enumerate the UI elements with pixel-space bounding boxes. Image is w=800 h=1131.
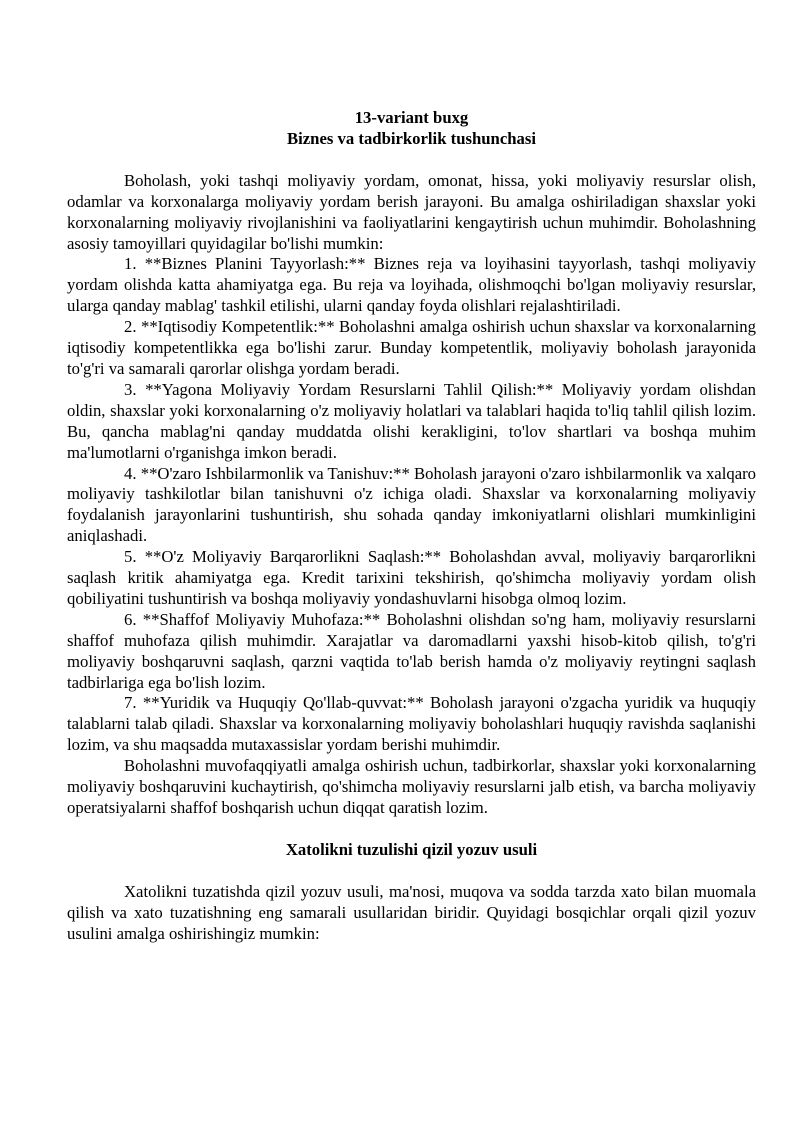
- document-title-line1: 13-variant buxg: [354, 108, 469, 127]
- list-item-5: 5. **O'z Moliyaviy Barqarorlikni Saqlash:** Boholashdan avval, moliyaviy barqarorlikni saqlash kritik ahamiyatga ega. Kredit tarixini tekshirish, qo'shimcha moliyaviy yordam olish qobiliyatini tushuntirish va boshqa moliyaviy yondashuvlarni hisobga olmoq lozim.: [67, 547, 756, 608]
- section-heading: Xatolikni tuzulishi qizil yozuv usuli: [285, 839, 538, 859]
- list-item-6: 6. **Shaffof Moliyaviy Muhofaza:** Boholashni olishdan so'ng ham, moliyaviy resurslarni shaffof muhofaza qilish muhimdir. Xarajatlar va daromadlarni yaxshi hisob-kitob qilish, to'g'ri moliyaviy boshqaruvni saqlash, qarzni vaqtida to'lab berish hamda o'z moliyaviy reytingni saqlash tadbirlariga ega bo'lish lozim.: [67, 609, 756, 692]
- spacer: [67, 150, 756, 171]
- intro-paragraph: Boholash, yoki tashqi moliyaviy yordam, omonat, hissa, yoki moliyaviy resurslar olish, odamlar va korxonalarga moliyaviy yordam berish jarayoni. Bu amalga oshiriladigan shaxslar yoki korxonalarning moliyaviy rivojlanishini va faoliyatlarini kengaytirish uchun muhimdir. Boholashning asosiy tamoyillari quyidagilar bo'lishi mumkin:: [67, 170, 756, 253]
- conclusion-paragraph: Boholashni muvofaqqiyatli amalga oshirish uchun, tadbirkorlar, shaxslar yoki korxonalarning moliyaviy boshqaruvini kuchaytirish, qo'shimcha moliyaviy resurslarni jalb etish, va barcha moliyaviy operatsiyalarni shaffof boshqarish uchun diqqat qaratish lozim.: [67, 756, 756, 817]
- list-item-3: 3. **Yagona Moliyaviy Yordam Resurslarni Tahlil Qilish:** Moliyaviy yordam olishdan oldin, shaxslar yoki korxonalarning o'z moliyaviy holatlari va talablari haqida to'liq tahlil qilish lozim. Bu, qancha mablag'ni qanday muddatda olishi kerakligini, to'lov shartlari va boshqa muhim ma'lumotlarni o'rganishga imkon beradi.: [67, 379, 756, 462]
- list-item-1: 1. **Biznes Planini Tayyorlash:** Biznes reja va loyihasini tayyorlash, tashqi moliyaviy yordam olishda katta ahamiyatga ega. Bu reja va loyihada, olishmoqchi bo'lgan moliyaviy resurslar, ularga qanday mablag' tashkil etilishi, ularni qanday foyda olishlari rejalashtiriladi.: [67, 254, 756, 316]
- list-item-2: 2. **Iqtisodiy Kompetentlik:** Boholashni amalga oshirish uchun shaxslar va korxonalarning iqtisodiy kompetentlikka ega bo'lishi zarur. Bunday kompetentlik, moliyaviy boholash jarayonida to'g'ri va samarali qarorlar olishga yordam beradi.: [67, 317, 756, 378]
- list-item-4: 4. **O'zaro Ishbilarmonlik va Tanishuv:** Boholash jarayoni o'zaro ishbilarmonlik va xalqaro moliyaviy tashkilotlar bilan tanishuvni o'z ichiga oladi. Shaxslar va korxonalarning moliyaviy foydalanish jarayonlarini tushuntirish, shu sohada qanday imkoniyatlarni olishlari mumkinligini aniqlashadi.: [67, 463, 756, 546]
- document-body: [67, 108, 756, 945]
- document-title-line2: Biznes va tadbirkorlik tushunchasi: [287, 128, 536, 148]
- section-paragraph: Xatolikni tuzatishda qizil yozuv usuli, ma'nosi, muqova va sodda tarzda xato bilan muomala qilish va xato tuzatishning eng samarali usullaridan biridir. Quyidagi bosqichlar orqali qizil yozuv usulini amalga oshirishingiz mumkin:: [67, 881, 756, 943]
- list-item-7: 7. **Yuridik va Huquqiy Qo'llab-quvvat:** Boholash jarayoni o'zgacha yuridik va huquqiy talablarni talab qiladi. Shaxslar va korxonalarning moliyaviy boholashlari huquqiy ravishda saqlanishi lozim, va shu maqsadda mutaxassislar yordam berishi muhimdir.: [67, 693, 756, 755]
